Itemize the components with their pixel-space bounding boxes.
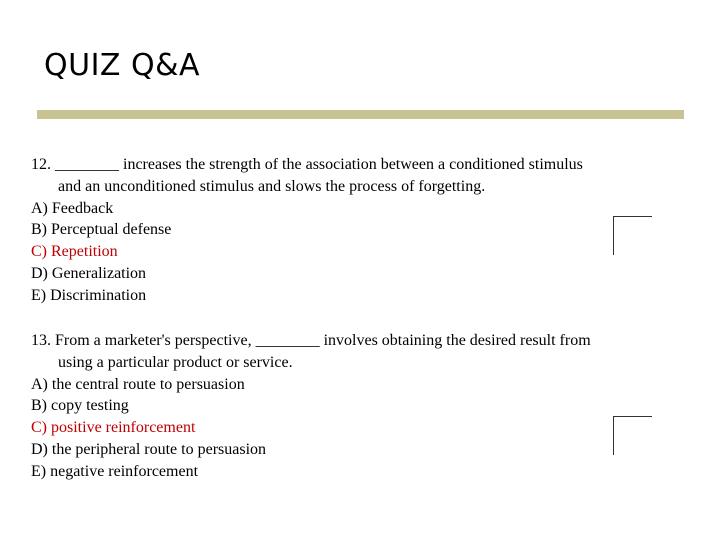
question-13-option-c-correct: C) positive reinforcement <box>31 419 196 437</box>
question-12-option-b: B) Perceptual defense <box>31 221 172 239</box>
question-12-option-a: A) Feedback <box>31 199 114 217</box>
title-divider-bar <box>37 110 684 119</box>
question-12-option-d: D) Generalization <box>31 264 147 282</box>
question-12-stem-line1: 12. ________ increases the strength of the association between a conditioned stimulus <box>31 156 583 173</box>
question-12-option-e: E) Discrimination <box>31 286 147 304</box>
slide-title: QUIZ Q&A <box>44 48 201 83</box>
question-13-stem-line2: using a particular product or service. <box>58 353 293 371</box>
question-13 <box>31 330 681 483</box>
question-12-option-c-correct: C) Repetition <box>31 243 118 261</box>
question-12-stem-line2: and an unconditioned stimulus and slows the process of forgetting. <box>58 177 486 195</box>
question-13-option-a: A) the central route to persuasion <box>31 375 245 393</box>
question-13-stem-line1: 13. From a marketer's perspective, ________ involves obtaining the desired result from <box>31 332 591 349</box>
question-13-option-b: B) copy testing <box>31 397 129 415</box>
question-13-option-e: E) negative reinforcement <box>31 462 199 480</box>
corner-bracket-decoration <box>613 416 652 455</box>
corner-bracket-decoration <box>613 216 652 255</box>
question-12 <box>31 154 681 307</box>
question-13-option-d: D) the peripheral route to persuasion <box>31 440 267 458</box>
